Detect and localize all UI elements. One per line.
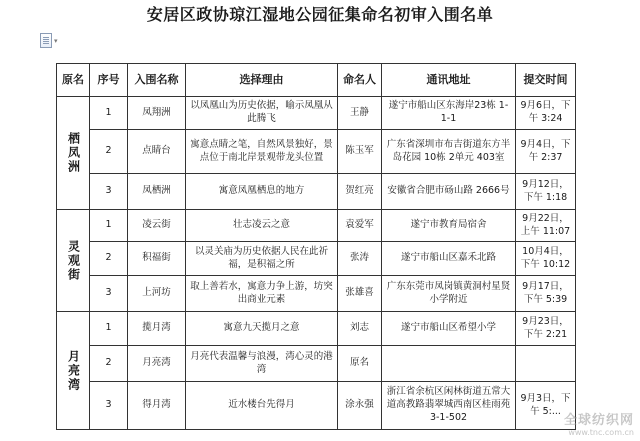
cell-entry-name: 得月湾 xyxy=(128,382,186,430)
cell-number: 3 xyxy=(90,174,128,210)
cell-number: 3 xyxy=(90,382,128,430)
cell-namer: 张涛 xyxy=(338,242,382,276)
cell-submit-time: 9月6日，下午 3:24 xyxy=(516,97,576,130)
group-label: 栖凤洲 xyxy=(57,97,90,210)
table-row xyxy=(57,174,576,210)
header-number: 序号 xyxy=(90,64,128,97)
watermark-url: www.tnc.com.cn xyxy=(568,428,634,437)
header-original-name: 原名 xyxy=(57,64,90,97)
document-title: 安居区政协琼江湿地公园征集命名初审入围名单 xyxy=(146,5,494,24)
header-namer: 命名人 xyxy=(338,64,382,97)
cell-namer: 陈玉军 xyxy=(338,130,382,174)
table-header-row xyxy=(57,64,576,97)
cell-address: 浙江省余杭区闲林街道五常大道高教路翡翠城西南区桂雨苑 3-1-502 xyxy=(382,382,516,430)
cell-number: 2 xyxy=(90,130,128,174)
header-address: 通讯地址 xyxy=(382,64,516,97)
cell-address: 遂宁市船山区嘉禾北路 xyxy=(382,242,516,276)
table-row xyxy=(57,242,576,276)
cell-entry-name: 月亮湾 xyxy=(128,346,186,382)
chevron-down-icon: ▾ xyxy=(54,36,58,45)
cell-entry-name: 凌云街 xyxy=(128,210,186,242)
cell-entry-name: 上河坊 xyxy=(128,276,186,312)
cell-address: 广东省深圳市布吉街道东方半岛花园 10栋 2单元 403室 xyxy=(382,130,516,174)
cell-namer: 贺红亮 xyxy=(338,174,382,210)
cell-reason: 月亮代表温馨与浪漫，湾心灵的港湾 xyxy=(186,346,338,382)
shortlist-table xyxy=(56,63,576,430)
cell-submit-time: 9月3日，下午 5:... xyxy=(516,382,576,430)
header-reason: 选择理由 xyxy=(186,64,338,97)
cell-number: 1 xyxy=(90,312,128,346)
cell-entry-name: 积福街 xyxy=(128,242,186,276)
cell-number: 2 xyxy=(90,346,128,382)
cell-reason: 取上善若水，寓意力争上游，坊突出商业元素 xyxy=(186,276,338,312)
cell-number: 1 xyxy=(90,97,128,130)
cell-address: 遂宁市船山区东海岸23栋 1-1-1 xyxy=(382,97,516,130)
cell-number: 1 xyxy=(90,210,128,242)
cell-namer: 涂永强 xyxy=(338,382,382,430)
cell-reason: 近水楼台先得月 xyxy=(186,382,338,430)
cell-entry-name: 凤翔洲 xyxy=(128,97,186,130)
cell-address: 广东东莞市凤岗镇黄洞村星贤小学附近 xyxy=(382,276,516,312)
group-label: 月亮湾 xyxy=(57,312,90,430)
table-row xyxy=(57,130,576,174)
cell-namer: 张雄喜 xyxy=(338,276,382,312)
cell-number: 2 xyxy=(90,242,128,276)
watermark-text: 全球纺织网 xyxy=(563,413,634,428)
header-submit-time: 提交时间 xyxy=(516,64,576,97)
cell-submit-time: 9月17日，下午 5:39 xyxy=(516,276,576,312)
cell-submit-time: 9月23日，下午 2:21 xyxy=(516,312,576,346)
cell-entry-name: 凤栖洲 xyxy=(128,174,186,210)
cell-submit-time: 9月22日，上午 11:07 xyxy=(516,210,576,242)
cell-submit-time xyxy=(516,346,576,382)
cell-reason: 寓意凤凰栖息的地方 xyxy=(186,174,338,210)
cell-reason: 寓意点睛之笔，自然风景独好，景点位于南北岸景观带龙头位置 xyxy=(186,130,338,174)
document-icon[interactable] xyxy=(40,33,58,48)
table-row xyxy=(57,276,576,312)
cell-reason: 寓意九天揽月之意 xyxy=(186,312,338,346)
cell-address: 安徽省合肥市砀山路 2666号 xyxy=(382,174,516,210)
cell-address: 遂宁市船山区希望小学 xyxy=(382,312,516,346)
cell-namer: 原名 xyxy=(338,346,382,382)
cell-submit-time: 10月4日，下午 10:12 xyxy=(516,242,576,276)
cell-submit-time: 9月12日，下午 1:18 xyxy=(516,174,576,210)
page-icon xyxy=(40,33,52,48)
cell-address: 遂宁市教育局宿舍 xyxy=(382,210,516,242)
cell-namer: 袁爱军 xyxy=(338,210,382,242)
cell-namer: 刘志 xyxy=(338,312,382,346)
table-row xyxy=(57,346,576,382)
cell-submit-time: 9月4日，下午 2:37 xyxy=(516,130,576,174)
cell-reason: 以凤凰山为历史依据，喻示凤凰从此腾飞 xyxy=(186,97,338,130)
cell-entry-name: 点睛台 xyxy=(128,130,186,174)
cell-address xyxy=(382,346,516,382)
table-row xyxy=(57,312,576,346)
cell-reason: 壮志凌云之意 xyxy=(186,210,338,242)
group-label: 灵观街 xyxy=(57,210,90,312)
table-row xyxy=(57,97,576,130)
cell-namer: 王静 xyxy=(338,97,382,130)
table-row xyxy=(57,382,576,430)
header-entry-name: 入围名称 xyxy=(128,64,186,97)
cell-number: 3 xyxy=(90,276,128,312)
cell-reason: 以灵关庙为历史依据人民在此祈福，是积福之所 xyxy=(186,242,338,276)
cell-entry-name: 揽月湾 xyxy=(128,312,186,346)
watermark xyxy=(564,409,634,437)
table-row xyxy=(57,210,576,242)
